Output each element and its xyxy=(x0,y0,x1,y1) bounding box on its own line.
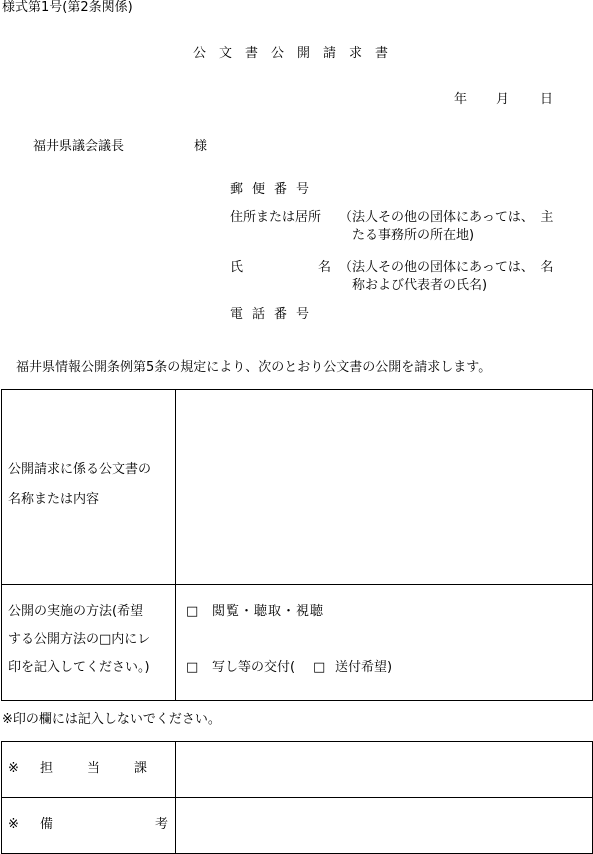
department-field[interactable] xyxy=(176,742,592,797)
request-intro-text: 福井県情報公開条例第5条の規定により、次のとおり公文書の公開を請求します。 xyxy=(16,360,492,375)
document-name-label-line1: 公開請求に係る公文書の xyxy=(8,462,152,477)
form-number: 様式第1号(第2条関係) xyxy=(2,0,133,15)
remarks-mark: ※ xyxy=(8,817,19,832)
remarks-label: 備考 xyxy=(40,817,271,832)
date-year: 年 xyxy=(454,92,468,107)
document-name-label-line2: 名称または内容 xyxy=(8,492,100,507)
name-note-line1: （法人その他の団体にあっては、 名 xyxy=(339,260,554,275)
document-name-input[interactable] xyxy=(176,390,592,584)
address-note-line1: （法人その他の団体にあっては、 主 xyxy=(339,210,554,225)
address-note-line2: たる事務所の所在地) xyxy=(352,228,475,243)
form-title: 公文書公開請求書 xyxy=(193,46,402,61)
mail-delivery-label: 送付希望) xyxy=(335,660,393,675)
phone-number-label: 電話番号 xyxy=(230,307,319,322)
method-label-line3: 印を記入してください。) xyxy=(8,660,150,675)
method-label-line1: 公開の実施の方法(希望 xyxy=(8,604,144,619)
viewing-option-label: 閲覧・聴取・視聴 xyxy=(212,604,325,619)
copy-option-label: 写し等の交付( xyxy=(212,660,296,675)
address-label: 住所または居所 xyxy=(230,210,322,225)
copy-checkbox[interactable]: □ xyxy=(186,660,199,675)
name-label-part1: 氏 xyxy=(230,260,244,275)
mail-delivery-checkbox[interactable]: □ xyxy=(313,660,326,675)
date-month: 月 xyxy=(496,92,510,107)
recipient-name: 福井県議会議長 xyxy=(33,139,125,154)
remarks-field[interactable] xyxy=(176,798,592,853)
viewing-checkbox[interactable]: □ xyxy=(186,604,199,619)
department-label: 担当課 xyxy=(40,761,182,776)
postal-code-label: 郵便番号 xyxy=(230,182,319,197)
name-note-line2: 称および代表者の氏名) xyxy=(352,278,488,293)
method-label-line2: する公開方法の□内にレ xyxy=(8,632,151,647)
date-day: 日 xyxy=(540,92,554,107)
office-use-note: ※印の欄には記入しないでください。 xyxy=(2,712,221,727)
department-mark: ※ xyxy=(8,761,19,776)
name-label-part2: 名 xyxy=(318,260,332,275)
recipient-honorific: 様 xyxy=(194,139,208,154)
